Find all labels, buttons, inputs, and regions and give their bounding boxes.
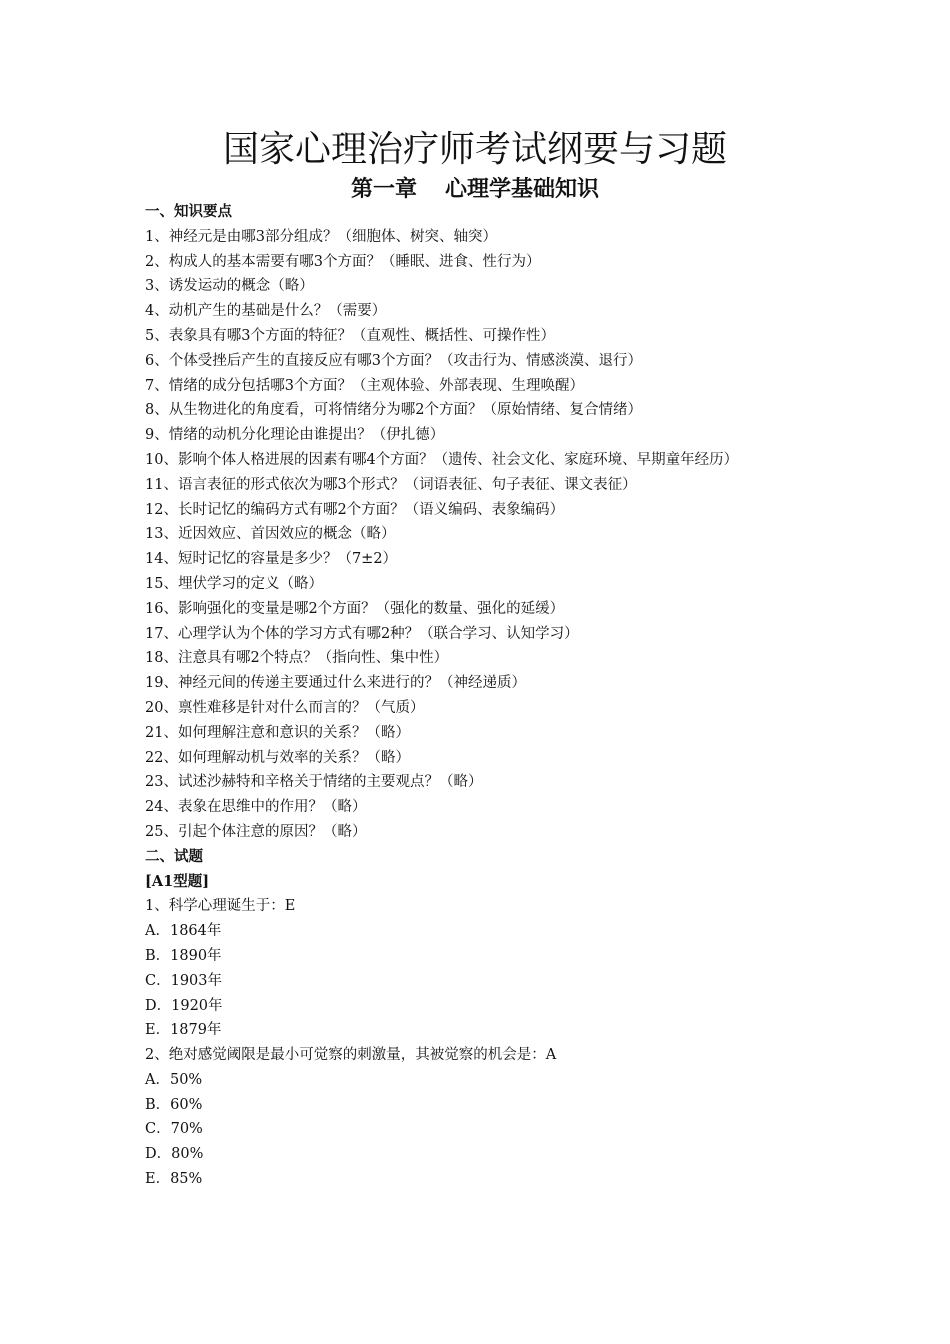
question-option: E．85% — [145, 1171, 203, 1188]
question-option: B．60% — [145, 1096, 203, 1113]
list-item: 18、注意具有哪2个特点？（指向性、集中性） — [145, 650, 449, 667]
chapter-heading — [0, 175, 950, 203]
question-option: C．1903年 — [145, 972, 222, 989]
list-item: 25、引起个体注意的原因？（略） — [145, 823, 367, 840]
question-option: A．50% — [145, 1071, 203, 1088]
question-option: C．70% — [145, 1121, 203, 1138]
list-item: 15、埋伏学习的定义（略） — [145, 575, 323, 592]
list-item: 22、如何理解动机与效率的关系？（略） — [145, 749, 410, 766]
chapter-name: 心理学基础知识 — [445, 176, 600, 202]
list-item: 19、神经元间的传递主要通过什么来进行的？（神经递质） — [145, 675, 526, 692]
question-type-label: [A1型题] — [145, 872, 210, 890]
document-title: 国家心理治疗师考试纲要与习题 — [222, 129, 727, 170]
list-item: 20、禀性难移是针对什么而言的？（气质） — [145, 699, 425, 716]
list-item: 7、情绪的成分包括哪3个方面？（主观体验、外部表现、生理唤醒） — [145, 377, 584, 394]
list-item: 21、如何理解注意和意识的关系？（略） — [145, 724, 410, 741]
list-item: 11、语言表征的形式依次为哪3个形式？（词语表征、句子表征、课文表征） — [145, 476, 637, 493]
list-item: 6、个体受挫后产生的直接反应有哪3个方面？（攻击行为、情感淡漠、退行） — [145, 352, 642, 369]
knowledge-list — [145, 225, 810, 845]
list-item: 24、表象在思维中的作用？（略） — [145, 799, 367, 816]
list-item: 10、影响个体人格进展的因素有哪4个方面？（遗传、社会文化、家庭环境、早期童年经历） — [145, 451, 739, 468]
list-item: 8、从生物进化的角度看，可将情绪分为哪2个方面？（原始情绪、复合情绪） — [145, 402, 642, 419]
list-item: 5、表象具有哪3个方面的特征？（直观性、概括性、可操作性） — [145, 327, 555, 344]
list-item: 3、诱发运动的概念（略） — [145, 278, 314, 295]
question-block — [145, 894, 810, 1043]
section-heading-knowledge: 一、知识要点 — [145, 203, 232, 220]
question-option: B．1890年 — [145, 947, 222, 964]
question-stem: 2、绝对感觉阈限是最小可觉察的刺激量，其被觉察的机会是：A — [145, 1047, 557, 1064]
question-option: D．1920年 — [145, 997, 223, 1014]
question-option: A．1864年 — [145, 923, 222, 940]
question-block — [145, 1043, 810, 1192]
document-body — [145, 200, 810, 1192]
section-heading-questions: 二、试题 — [145, 847, 203, 865]
list-item: 2、构成人的基本需要有哪3个方面？（睡眠、进食、性行为） — [145, 253, 541, 270]
question-stem: 1、科学心理诞生于：E — [145, 898, 296, 915]
list-item: 12、长时记忆的编码方式有哪2个方面？（语义编码、表象编码） — [145, 501, 565, 518]
list-item: 17、心理学认为个体的学习方式有哪2种？（联合学习、认知学习） — [145, 625, 579, 642]
list-item: 16、影响强化的变量是哪2个方面？（强化的数量、强化的延缓） — [145, 600, 565, 617]
list-item: 23、试述沙赫特和辛格关于情绪的主要观点？（略） — [145, 774, 483, 791]
list-item: 1、神经元是由哪3部分组成？（细胞体、树突、轴突） — [145, 228, 497, 245]
list-item: 9、情绪的动机分化理论由谁提出？（伊扎德） — [145, 427, 445, 444]
list-item: 14、短时记忆的容量是多少？（7±2） — [145, 551, 398, 568]
list-item: 4、动机产生的基础是什么？（需要） — [145, 303, 387, 320]
chapter-number: 第一章 — [350, 176, 417, 202]
question-option: D．80% — [145, 1146, 204, 1163]
question-option: E．1879年 — [145, 1022, 222, 1039]
list-item: 13、近因效应、首因效应的概念（略） — [145, 526, 396, 543]
